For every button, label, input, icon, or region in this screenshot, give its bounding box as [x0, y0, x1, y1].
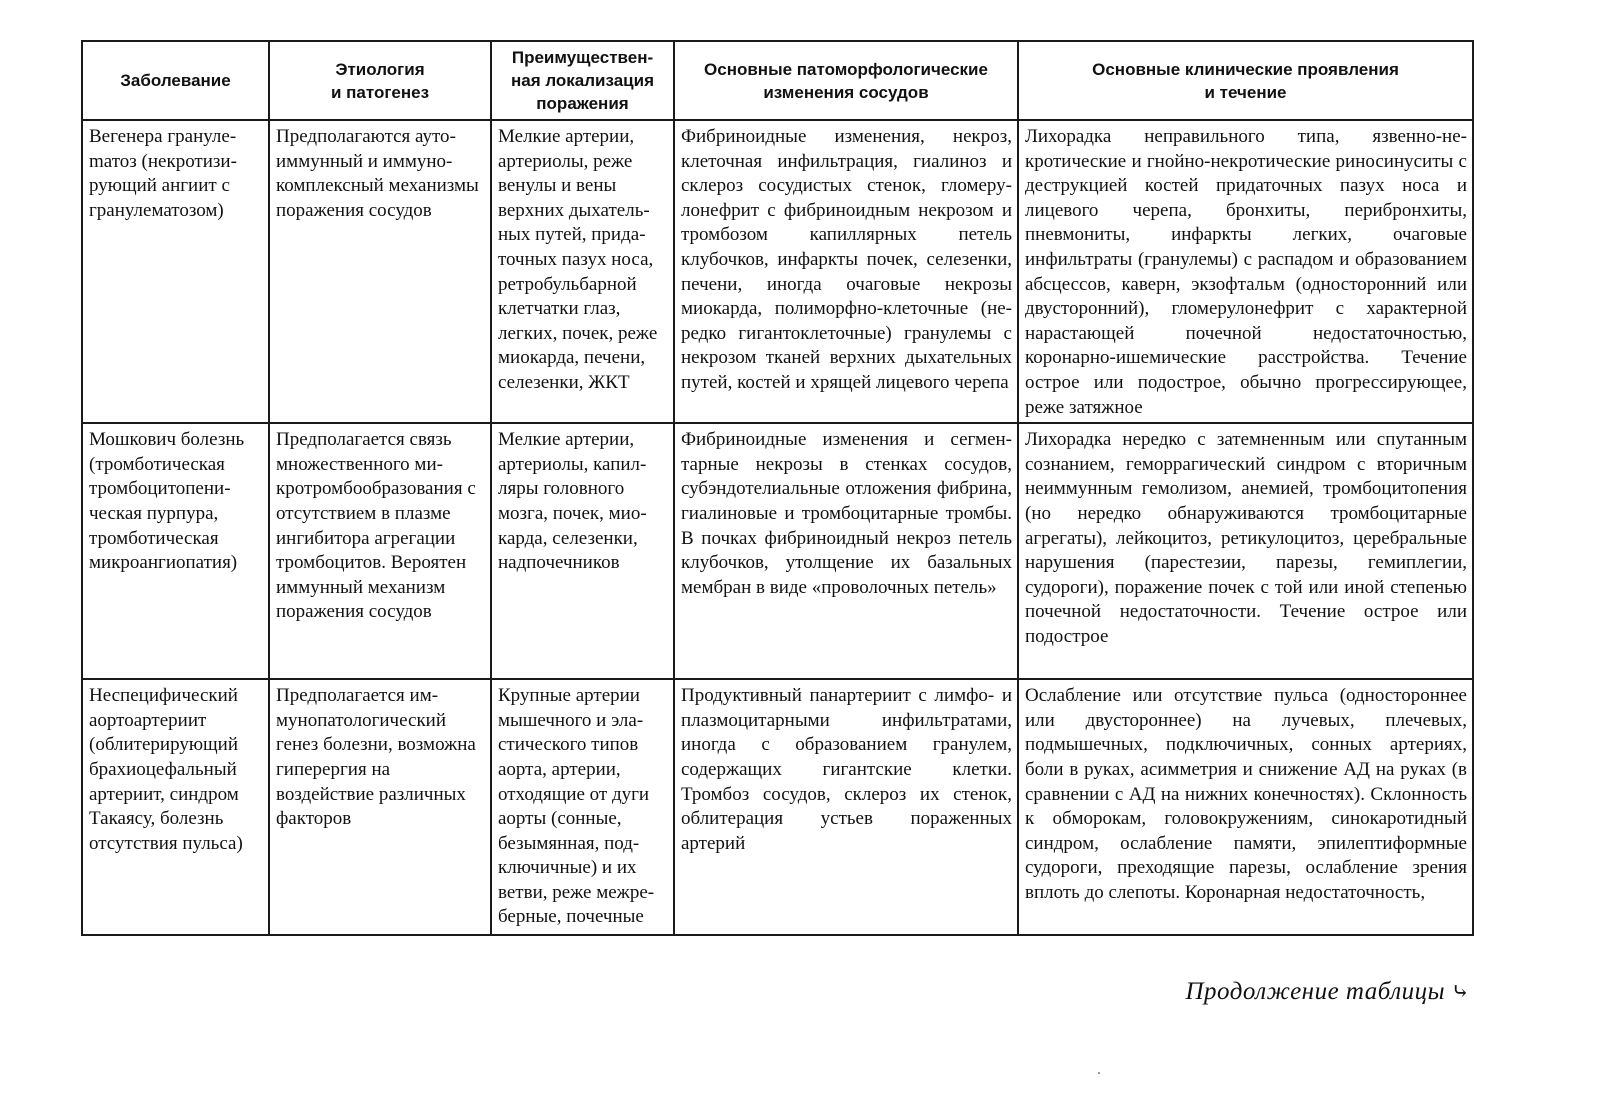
cell-etiology: Предполагаются аутоиммунный и иммунокомплексный механизмы поражения сосудов [269, 120, 491, 423]
cell-clinical: Лихорадка нередко с затемненным или спутанным сознанием, геморрагический синдром с вторичным неиммунным гемолизом, анемией, тромбоцитопения (но нередко обнаруживаются тромбоцитарные агрегаты), лейкоцитоз, ретикулоцитоз, церебральные нарушения (парестезии, парезы, гемиплегии, судороги), поражение почек с той или иной степенью почечной недостаточности. Течение острое или подострое [1018, 423, 1473, 679]
cell-clinical: Ослабление или отсутствие пульса (одностороннее или двустороннее) на лучевых, плечевых, подмышечных, подключичных, сонных артериях, боли в руках, асимметрия и снижение АД на руках (в сравнении с АД на нижних конечностях). Склонность к обморокам, головокружениям, синокаротидный синдром, ослабление памяти, эпилептиформные судороги, преходящие парезы, ослабление зрения вплоть до слепоты. Коронарная недостаточность, [1018, 679, 1473, 935]
table-row [82, 423, 1473, 679]
cell-localization: Мелкие артерии, артериолы, реже венулы и вены верхних дыхательных путей, придаточных пазух носа, ретробульбарной клетчатки глаз, легких, почек, реже миокарда, печени, селезенки, ЖКТ [491, 120, 674, 423]
print-speck [1098, 1072, 1100, 1074]
table-header-row [82, 41, 1473, 120]
header-disease: Заболевание [82, 41, 269, 120]
cell-disease: Вегенера гранулеmатоз (некротизирующий ангиит с гранулематозом) [82, 120, 269, 423]
cell-pathomorphology: Фибриноидные изменения и сегментарные некрозы в стенках сосудов, субэндотелиальные отложения фибрина, гиалиновые и тромбоцитарные тромбы. В почках фибриноидный некроз петель клубочков, утолщение их базальных мембран в виде «проволочных петель» [674, 423, 1018, 679]
cell-etiology: Предполагается связь множественного микротромбообразования с отсутствием в плазме ингибитора агрегации тромбоцитов. Вероятен иммунный механизм поражения сосудов [269, 423, 491, 679]
header-clinical: Основные клинические проявления и течение [1018, 41, 1473, 120]
continuation-arrow-icon: ⤷ [1451, 979, 1470, 1004]
continuation-note [1186, 978, 1471, 1006]
cell-disease: Неспецифический аортоартериит (облитерирующий брахиоцефальный артериит, синдром Такаясу, болезнь отсутствия пульса) [82, 679, 269, 935]
table-row [82, 679, 1473, 935]
header-pathomorphology: Основные патоморфологические изменения сосудов [674, 41, 1018, 120]
cell-pathomorphology: Продуктивный панартериит с лимфо- и плазмоцитарными инфильтратами, иногда с образованием гранулем, содержащих гигантские клетки. Тромбоз сосудов, склероз их стенок, облитерация устьев пораженных артерий [674, 679, 1018, 935]
cell-clinical: Лихорадка неправильного типа, язвенно-некротические и гнойно-некротические риносинуситы с деструкцией костей придаточных пазух носа и лицевого черепа, бронхиты, перибронхиты, пневмониты, инфаркты легких, очаговые инфильтраты (гранулемы) с распадом и образованием абсцессов, каверн, экзофтальм (односторонний или двусторонний), гломерулонефрит с характерной нарастающей почечной недостаточностью, коронарно-ишемические расстройства. Течение острое или подострое, обычно прогрессирующее, реже затяжное [1018, 120, 1473, 423]
cell-localization: Мелкие артерии, артериолы, капилляры головного мозга, почек, миокарда, селезенки, надпочечников [491, 423, 674, 679]
cell-etiology: Предполагается иммунопатологический генез болезни, возможна гиперергия на воздействие различных факторов [269, 679, 491, 935]
cell-localization: Крупные артерии мышечного и эластического типов аорта, артерии, отходящие от дуги аорты (сонные, безымянная, подключичные) и их ветви, реже межреберные, почечные [491, 679, 674, 935]
header-localization: Преимуществен- ная локализация поражения [491, 41, 674, 120]
header-etiology: Этиология и патогенез [269, 41, 491, 120]
vasculitis-table [81, 40, 1474, 936]
continuation-text: Продолжение таблицы [1185, 978, 1446, 1005]
cell-disease: Мошкович болезнь (тромботическая тромбоцитопеническая пурпура, тромботическая микроангиопатия) [82, 423, 269, 679]
table-row [82, 120, 1473, 423]
cell-pathomorphology: Фибриноидные изменения, некроз, клеточная инфильтрация, гиалиноз и склероз сосудистых стенок, гломерулонефрит с фибриноидным некрозом и тромбозом капиллярных петель клубочков, инфаркты почек, селезенки, печени, иногда очаговые некрозы миокарда, полиморфно-клеточные (нередко гигантоклеточные) гранулемы с некрозом тканей верхних дыхательных путей, костей и хрящей лицевого черепа [674, 120, 1018, 423]
